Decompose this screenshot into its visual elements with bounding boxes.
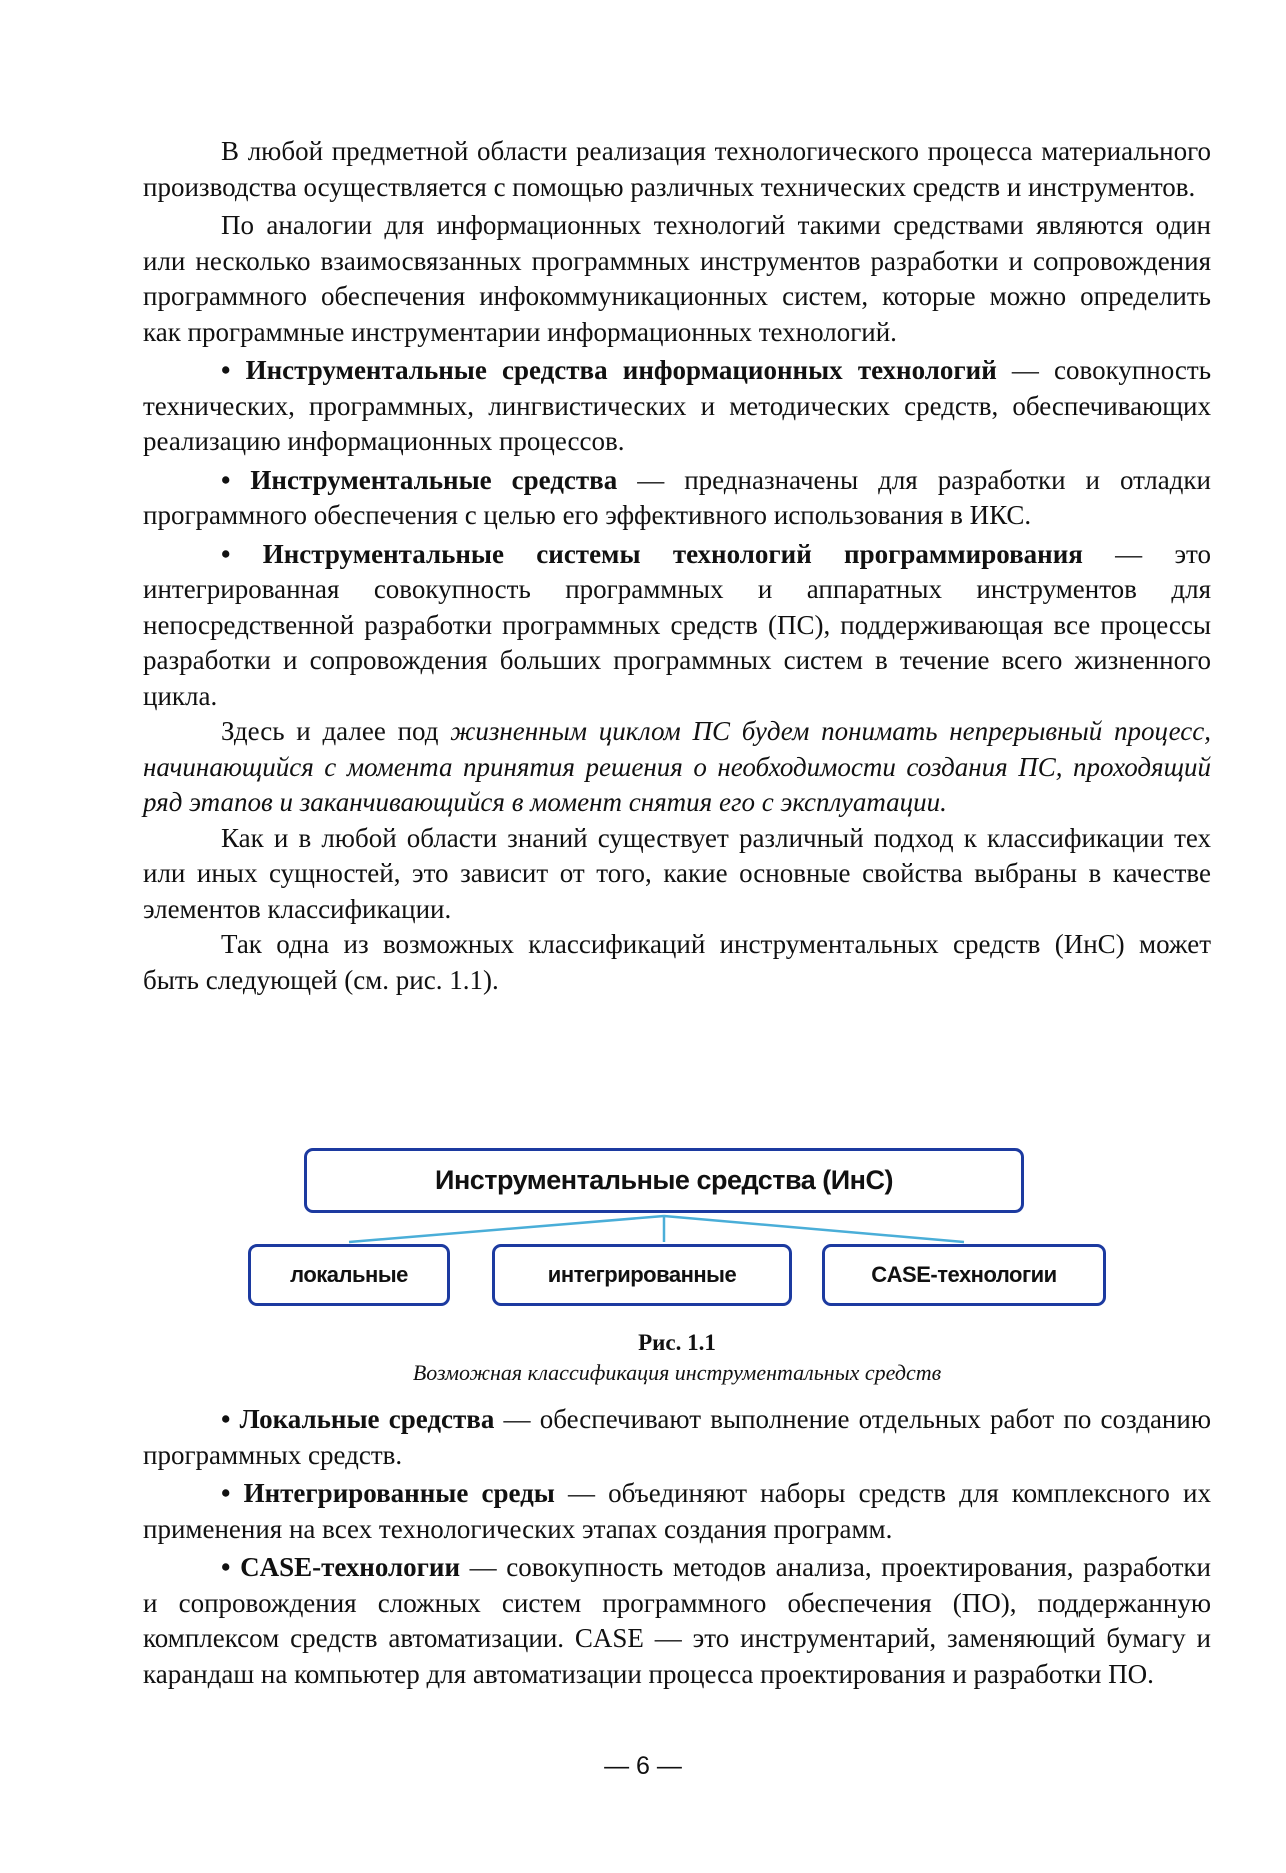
page-number: — 6 — bbox=[604, 1752, 682, 1780]
diagram-box-case: CASE-технологии bbox=[822, 1244, 1106, 1306]
definition-text: — совокупность методов анализа, проектирования, разработки и сопровождения сложных систем программного обеспечения (ПО), поддержанную комплексом средств автоматизации. CASE — это инструментарий, заменяющий бумагу и карандаш на компьютер для автоматизации процесса проектирования и разработки ПО. bbox=[143, 1552, 1212, 1689]
definition-term: Локальные средства bbox=[239, 1404, 495, 1434]
paragraph-1: В любой предметной области реализация технологического процесса материального производства осуществляется с помощью различных технических средств и инструментов. bbox=[143, 136, 1211, 202]
definition-text: — совокупность технических, программных, лингвистических и методических средств, обеспечивающих реализацию информационных процессов. bbox=[143, 355, 1212, 456]
definition-1 bbox=[143, 353, 1211, 460]
lifecycle-definition: жизненным циклом ПС будем понимать непрерывный процесс, начинающийся с момента принятия решения о необходимости создания ПС, проходящий ряд этапов и заканчивающийся в момент снятия его с эксплуатации. bbox=[143, 716, 1211, 817]
connector-right bbox=[664, 1216, 964, 1242]
bullet: • bbox=[221, 355, 231, 385]
definition-4 bbox=[143, 1402, 1211, 1473]
definition-5 bbox=[143, 1476, 1211, 1547]
definition-term: Инструментальные средства bbox=[250, 464, 618, 495]
bullet: • bbox=[221, 464, 231, 495]
paragraph-example: Так одна из возможных классификаций инструментальных средств (ИнС) может быть следующей (см. рис. 1.1). bbox=[143, 929, 1211, 995]
diagram-root-box: Инструментальные средства (ИнС) bbox=[304, 1148, 1024, 1213]
definition-term: Интегрированные среды bbox=[243, 1478, 555, 1508]
figure-number: Рис. 1.1 bbox=[638, 1330, 716, 1355]
definition-text: — обеспечивают выполнение отдельных работ по созданию программных средств. bbox=[143, 1404, 1212, 1470]
bullet: • bbox=[221, 538, 231, 569]
diagram-box-integrated: интегрированные bbox=[492, 1244, 792, 1306]
definition-text: — предназначены для разработки и отладки программного обеспечения с целью его эффективного использования в ИКС. bbox=[143, 464, 1211, 530]
body-text-top bbox=[143, 134, 1211, 998]
definition-6 bbox=[143, 1550, 1211, 1692]
definition-2 bbox=[143, 463, 1211, 534]
classification-diagram bbox=[0, 1140, 1286, 1320]
definition-text: — объединяют наборы средств для комплексного их применения на всех технологических этапах создания программ. bbox=[143, 1478, 1212, 1544]
definition-text: — это интегрированная совокупность программных и аппаратных инструментов для непосредственной разработки программных средств (ПС), поддерживающая все процессы разработки и сопровождения больших программных систем в течение всего жизненного цикла. bbox=[143, 538, 1211, 711]
body-text-bottom bbox=[143, 1402, 1211, 1692]
definition-term: Инструментальные средства информационных технологий bbox=[245, 355, 997, 385]
diagram-box-local: локальные bbox=[248, 1244, 450, 1306]
figure-title: Возможная классификация инструментальных средств bbox=[412, 1360, 942, 1385]
definition-term: CASE-технологии bbox=[240, 1552, 461, 1582]
lifecycle-lead: Здесь и далее под bbox=[221, 716, 451, 746]
paragraph-classification: Как и в любой области знаний существует различный подход к классификации тех или иных сущностей, это зависит от того, какие основные свойства выбраны в качестве элементов классификации. bbox=[143, 822, 1211, 924]
definition-term: Инструментальные системы технологий программирования bbox=[262, 538, 1083, 569]
connector-left bbox=[349, 1216, 664, 1242]
definition-3 bbox=[143, 537, 1211, 715]
bullet: • bbox=[221, 1478, 231, 1508]
paragraph-2: По аналогии для информационных технологий такими средствами являются один или несколько взаимосвязанных программных инструментов разработки и сопровождения программного обеспечения инфокоммуникационных систем, которые можно определить как программные инструментарии информационных технологий. bbox=[143, 210, 1211, 347]
paragraph-lifecycle bbox=[143, 714, 1211, 821]
bullet: • bbox=[221, 1404, 231, 1434]
bullet: • bbox=[221, 1552, 231, 1582]
